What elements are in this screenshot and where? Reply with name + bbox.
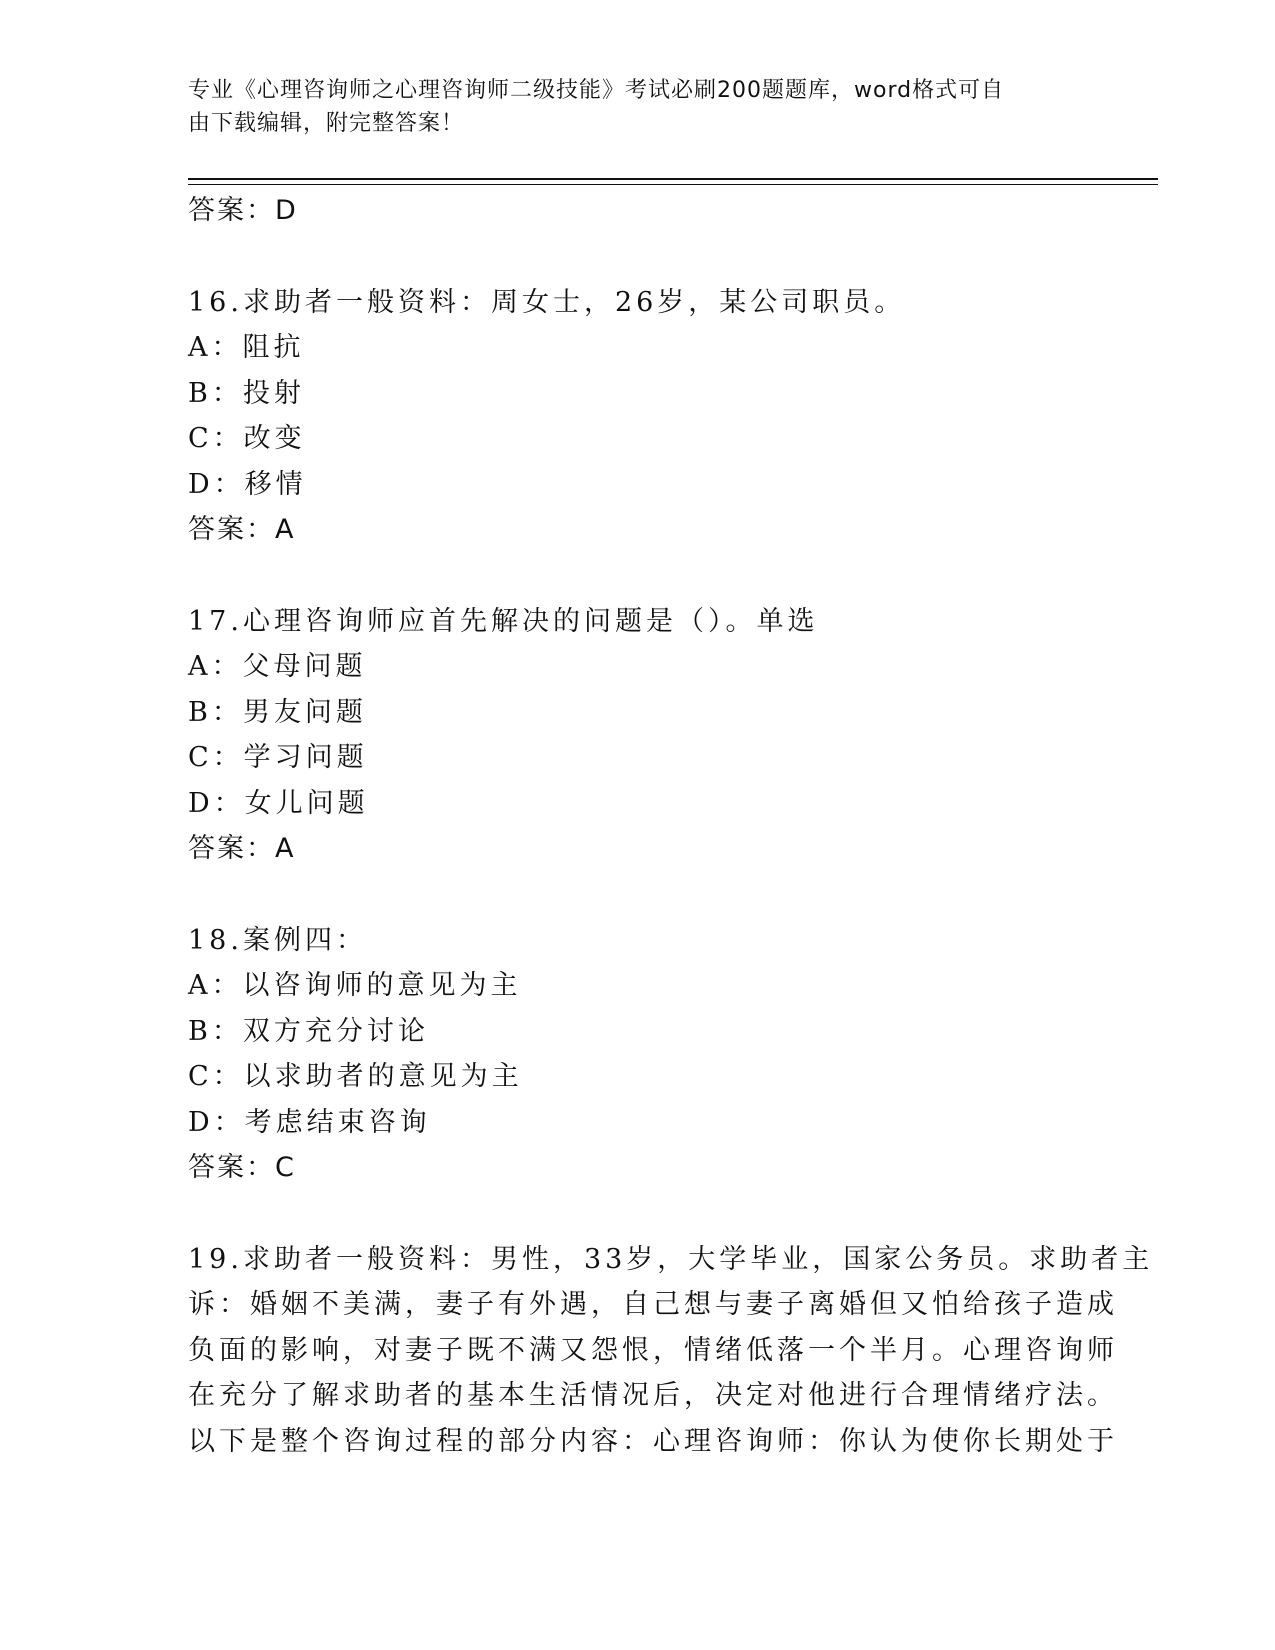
question-19-line-4: 在充分了解求助者的基本生活情况后，决定对他进行合理情绪疗法。 (188, 1380, 1118, 1411)
option-a: A：父母问题 (188, 651, 367, 682)
option-b: B：投射 (188, 377, 305, 409)
question-19 (188, 1237, 1154, 1465)
answer: 答案：A (188, 833, 296, 864)
question-stem: 17.心理咨询师应首先解决的问题是（）。单选 (188, 605, 819, 637)
previous-answer: 答案：D (188, 195, 298, 226)
question-stem: 18.案例四： (188, 924, 367, 956)
option-b: B：双方充分讨论 (188, 1015, 429, 1047)
question-19-line-2: 诉：婚姻不美满，妻子有外遇，自己想与妻子离婚但又怕给孩子造成 (188, 1289, 1118, 1320)
answer: 答案：A (188, 514, 296, 545)
header-line-2: 由下载编辑，附完整答案！ (188, 111, 465, 136)
question-17 (188, 599, 1088, 872)
question-19-line-1: 19.求助者一般资料：男性，33岁，大学毕业，国家公务员。求助者主 (188, 1243, 1154, 1275)
question-18 (188, 918, 1088, 1191)
option-d: D：移情 (188, 468, 307, 500)
header-line-1: 专业《心理咨询师之心理咨询师二级技能》考试必刷200题题库，word格式可自 (188, 78, 1005, 103)
question-stem: 16.求助者一般资料：周女士，26岁，某公司职员。 (188, 286, 906, 318)
option-b: B：男友问题 (188, 696, 367, 728)
question-19-line-3: 负面的影响，对妻子既不满又怨恨，情绪低落一个半月。心理咨询师 (188, 1334, 1118, 1366)
spacer (188, 553, 1088, 599)
page-header (188, 74, 1068, 140)
question-19-line-5: 以下是整个咨询过程的部分内容：心理咨询师：你认为使你长期处于 (188, 1425, 1118, 1457)
option-c: C：学习问题 (188, 742, 368, 773)
option-d: D：女儿问题 (188, 787, 369, 819)
question-16 (188, 280, 1088, 553)
option-a: A：以咨询师的意见为主 (188, 970, 522, 1001)
header-rule-thin (188, 184, 1158, 185)
option-c: C：改变 (188, 423, 306, 454)
spacer (188, 234, 1088, 280)
option-a: A：阻抗 (188, 332, 305, 363)
document-body (188, 188, 1154, 1464)
answer: 答案：C (188, 1152, 296, 1183)
option-d: D：考虑结束咨询 (188, 1106, 431, 1138)
option-c: C：以求助者的意见为主 (188, 1061, 523, 1092)
spacer (188, 872, 1088, 918)
spacer (188, 1191, 1088, 1237)
header-rule-thick (188, 178, 1158, 180)
